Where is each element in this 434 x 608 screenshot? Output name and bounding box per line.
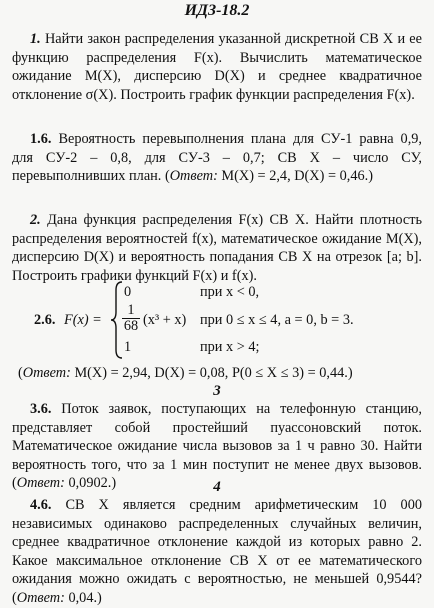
task-3-header: 3 <box>213 383 221 399</box>
task-2-answer-label: Ответ: <box>22 365 71 381</box>
task-4-answer-label: Ответ: <box>16 589 65 606</box>
task-4-variant-number: 4.6. <box>30 497 52 513</box>
formula-variant-number: 2.6. <box>34 312 56 328</box>
case-2-condition: при 0 ≤ x ≤ 4, a = 0, b = 3. <box>200 312 354 328</box>
task-3: 3.6. Поток заявок, поступающих на телефонную станцию, представляет собой простейший пуассоновский поток. Математическое ожидание числа вызовов за 1 ч равно 30. Найти вероятность того, что за 1 мин поступит не менее двух вызовов. (Ответ: 0,0902.) <box>12 401 422 492</box>
case-2-fraction <box>122 303 140 334</box>
case-1-condition: при x < 0, <box>200 284 260 300</box>
task-2-number: 2. <box>30 212 41 228</box>
task-1-text: Найти закон распределения указанной дискретной СВ X и ее функцию распределения F(x). Вычислить математическое ожидание M(X), дисперсию D(X) и среднее квадратичное отклонение σ(X). Построить график функции распределения F(x). <box>12 31 422 103</box>
task-2-answer-line: (Ответ: M(X) = 2,94, D(X) = 0,08, P(0 ≤ X ≤ 3) = 0,44.) <box>18 365 353 381</box>
task-2 <box>12 211 422 285</box>
task-1-variant: 1.6. Вероятность перевыполнения плана для СУ-1 равна 0,9, для СУ-2 – 0,8, для СУ-3 – 0,7; СВ X – число СУ, перевыполнивших план. (Ответ: M(X) = 2,4, D(X) = 0,46.) <box>12 131 423 185</box>
task-1-variant-number: 1.6. <box>30 131 52 147</box>
case-3-value: 1 <box>124 339 132 355</box>
task-3-answer-label: Ответ: <box>16 475 65 492</box>
page-title: ИДЗ-18.2 <box>184 2 250 19</box>
task-1-variant-text: Вероятность перевыполнения плана для СУ-1 равна 0,9, для СУ-2 – 0,8, для СУ-3 – 0,7; СВ X – число СУ, перевыполнивших план. <box>12 131 423 185</box>
fraction-denominator: 68 <box>123 318 139 334</box>
task-4: 4.6. СВ X является средним арифметическим 10 000 независимых одинаково распределенных случайных величин, среднее квадратичное отклонение каждой из которых равно 2. Какое максимальное отклонение СВ X от ее математического ожидания можно ожидать с вероятностью, не меньшей 0,9544? (Ответ: 0,04.) <box>12 497 423 606</box>
task-1-number: 1. <box>30 31 41 47</box>
task-1-answer: M(X) = 2,4, D(X) = 0,46.) <box>221 168 373 185</box>
task-3-answer: 0,0902.) <box>68 475 117 492</box>
fraction-numerator: 1 <box>122 303 140 319</box>
task-1-answer-label: Ответ: <box>169 168 218 185</box>
task-4-text: СВ X является средним арифметическим 10 000 независимых одинаково распределенных случайных величин, среднее квадратичное отклонение каждой из которых равно 2. Какое максимальное отклонение СВ X от ее математического ожидания можно ожидать с вероятностью, не меньшей 0,9544? <box>12 497 423 588</box>
case-3-condition: при x > 4; <box>200 339 260 355</box>
case-2-expression: (x³ + x) <box>143 312 187 328</box>
task-4-header: 4 <box>213 479 221 495</box>
formula-lhs: F(x) = <box>64 312 102 328</box>
task-2-text: Дана функция распределения F(x) СВ X. Найти плотность распределения вероятностей f(x), математическое ожидание M(X), дисперсию D(X) и вероятность попадания СВ X на отрезок [a; b]. Построить графики функций F(x) и f(x). <box>12 212 423 284</box>
task-1 <box>12 30 422 104</box>
task-2-answer: M(X) = 2,94, D(X) = 0,08, P(0 ≤ X ≤ 3) = 0,44.) <box>74 365 353 381</box>
task-4-answer: 0,04.) <box>68 589 102 606</box>
case-1-value: 0 <box>124 284 132 300</box>
task-3-text: Поток заявок, поступающих на телефонную станцию, представляет собой простейший пуассоновский поток. Математическое ожидание числа вызовов за 1 ч равно 30. Найти вероятность того, что за 1 мин поступит не менее двух вызовов. <box>12 401 422 473</box>
task-3-variant-number: 3.6. <box>30 401 52 417</box>
